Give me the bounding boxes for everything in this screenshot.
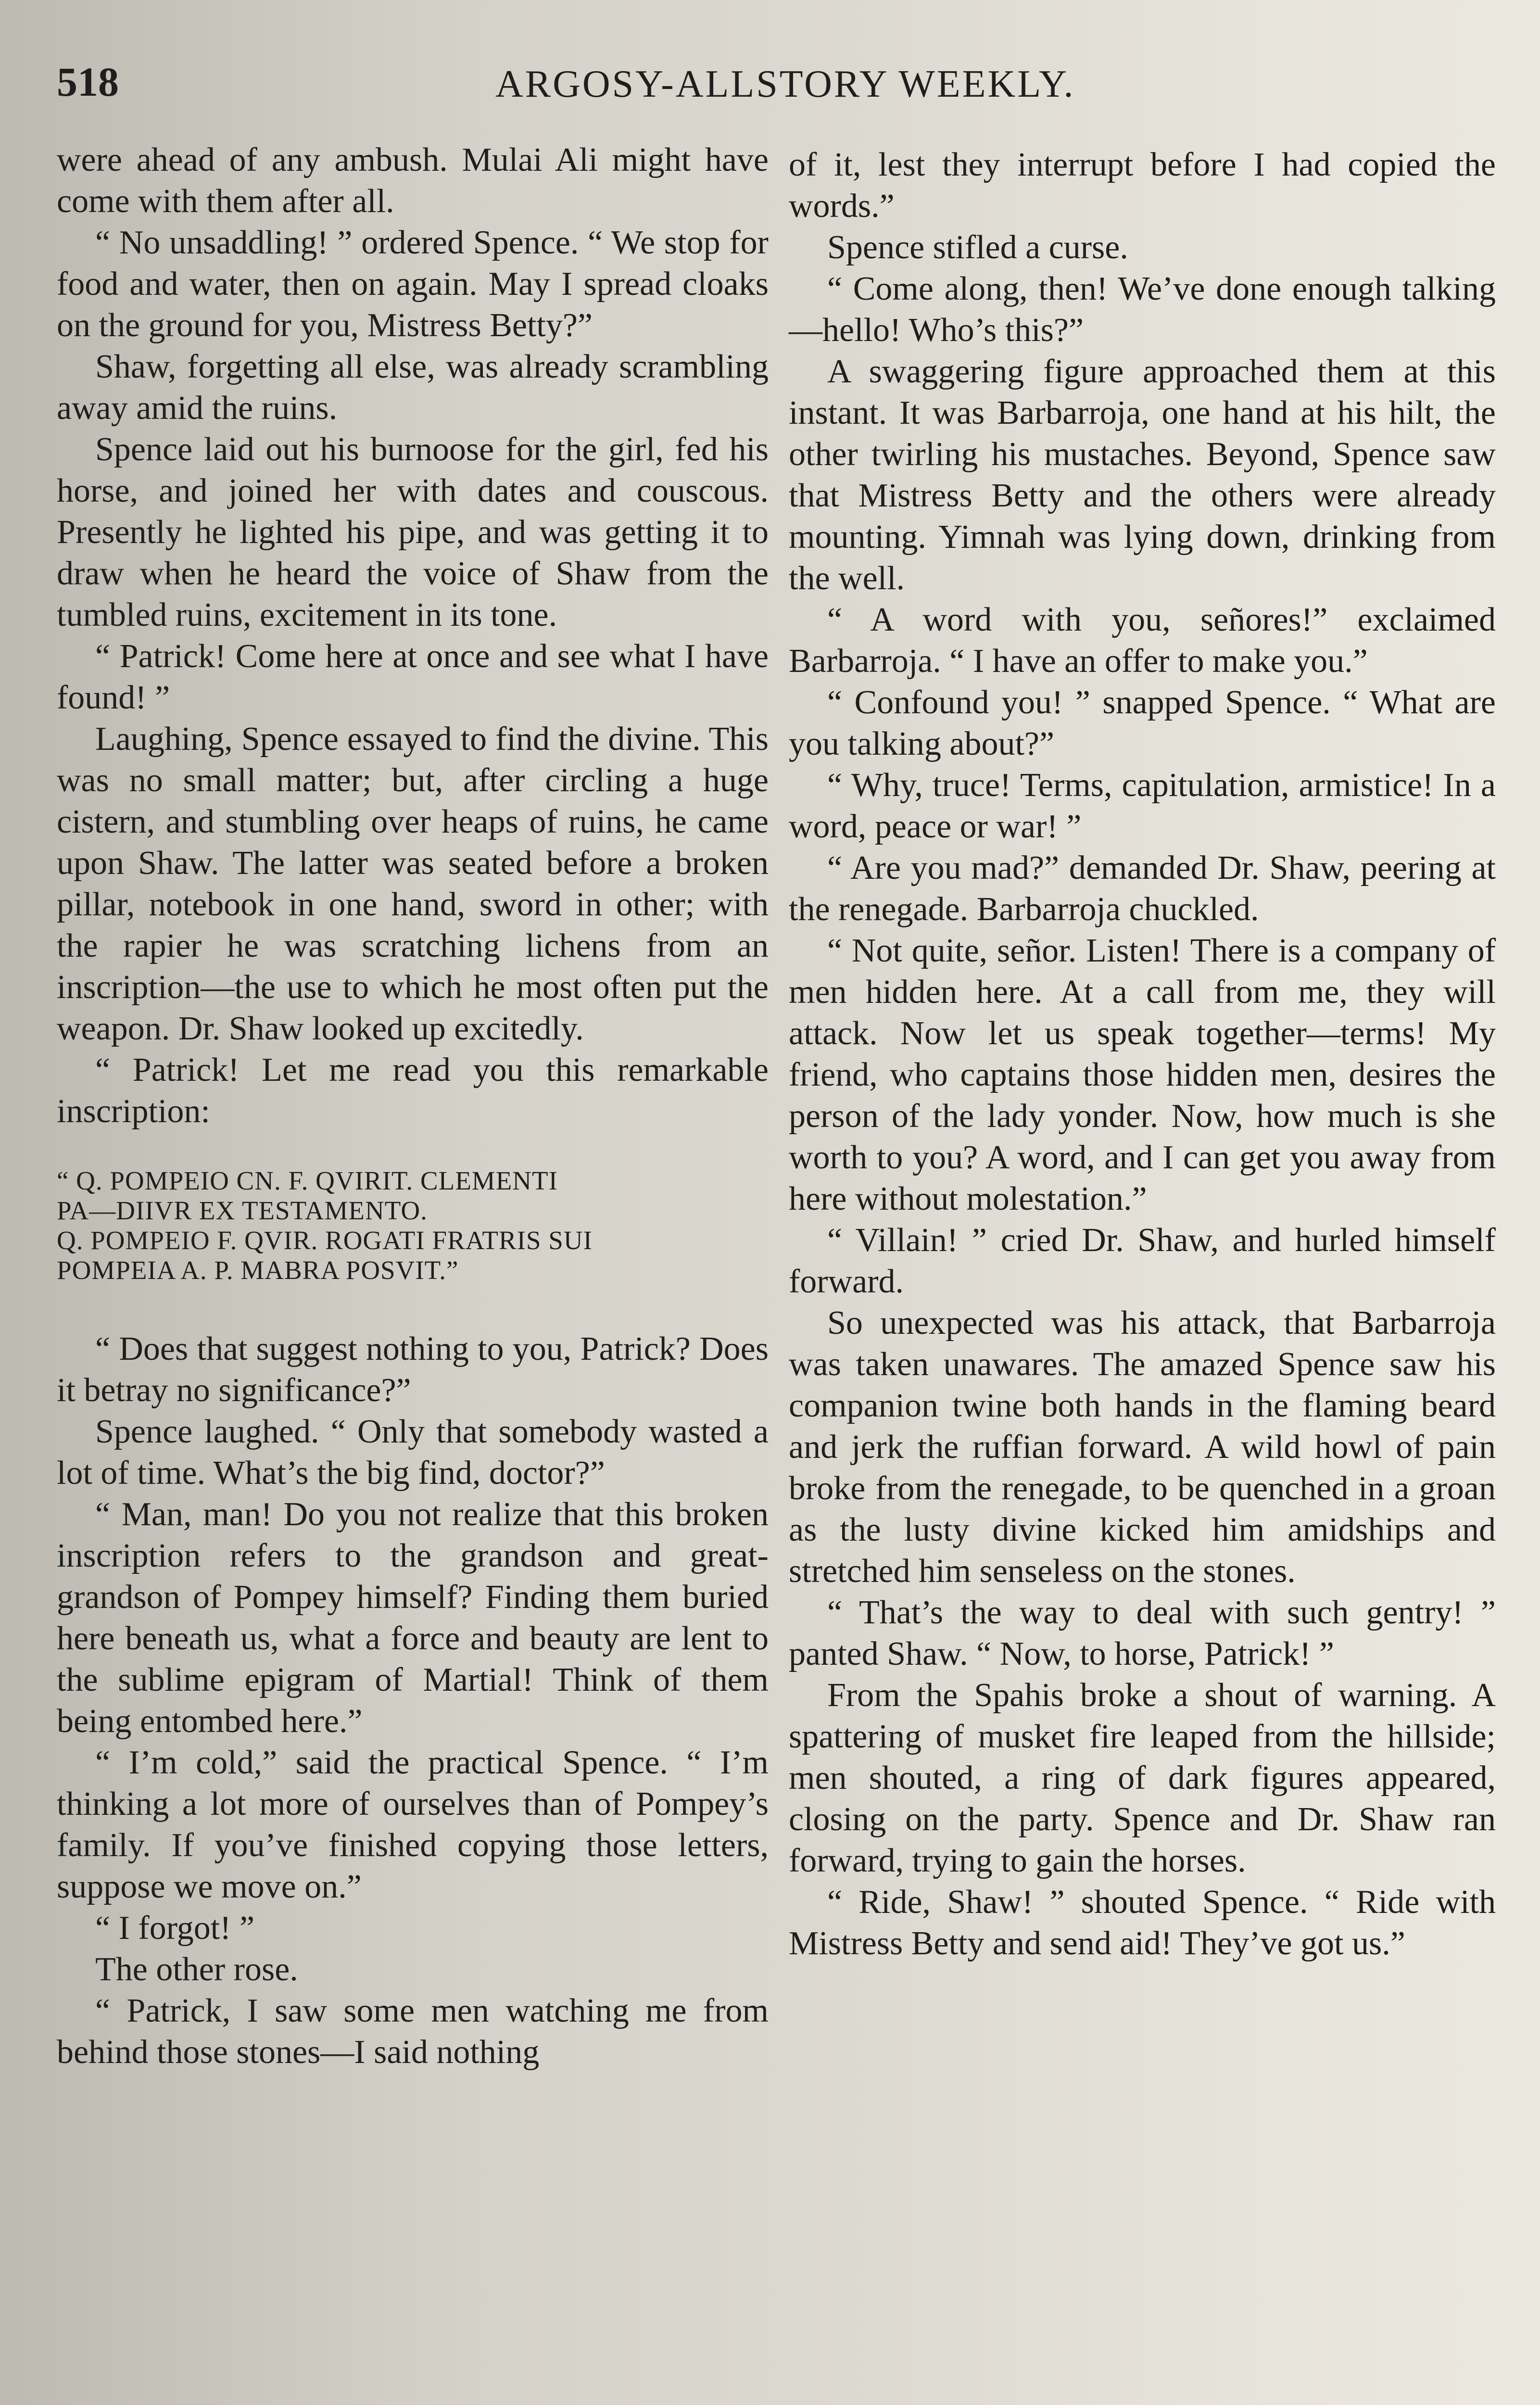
right-column	[789, 144, 1496, 1964]
paragraph: Shaw, forgetting all else, was already scrambling away amid the ruins.	[57, 348, 769, 427]
paragraph: The other rose.	[95, 1951, 298, 1988]
right-paragraphs	[789, 144, 1496, 1964]
paragraph: “ Man, man! Do you not realize that this broken inscription refers to the grandson and great-grandson of Pompey himself? Finding them buried here beneath us, what a force and beauty are lent to the sublime epigram of Martial! Think of them being entombed here.”	[57, 1496, 769, 1740]
paragraph: were ahead of any ambush. Mulai Ali might have come with them after all.	[57, 141, 769, 220]
paragraph: of it, lest they interrupt before I had copied the words.”	[789, 146, 1496, 225]
paragraph: “ That’s the way to deal with such gentry! ” panted Shaw. “ Now, to horse, Patrick! ”	[789, 1594, 1496, 1672]
running-head: ARGOSY-ALLSTORY WEEKLY.	[495, 63, 1075, 105]
page-header	[0, 58, 1540, 125]
page-number: 518	[57, 59, 119, 105]
paragraph: “ Patrick, I saw some men watching me from behind those stones—I said nothing	[57, 1992, 769, 2071]
paragraph: A swaggering figure approached them at this instant. It was Barbarroja, one hand at his hilt, the other twirling his mustaches. Beyond, Spence saw that Mistress Betty and the others were already mounting. Yimnah was lying down, drinking from the well.	[789, 353, 1496, 597]
paragraph: “ Patrick! Let me read you this remarkable inscription:	[57, 1051, 769, 1130]
left-paragraphs-after	[57, 1329, 769, 2073]
paragraph: Spence laid out his burnoose for the girl, fed his horse, and joined her with dates and couscous. Presently he lighted his pipe, and was getting it to draw when he heard the voice of Shaw from the tumbled ruins, excitement in its tone.	[57, 431, 769, 633]
paragraph: “ Confound you! ” snapped Spence. “ What are you talking about?”	[789, 684, 1496, 762]
paragraph: “ Ride, Shaw! ” shouted Spence. “ Ride with Mistress Betty and send aid! They’ve got us.”	[789, 1884, 1496, 1962]
paragraph: “ Does that suggest nothing to you, Patrick? Does it betray no significance?”	[57, 1330, 769, 1409]
paragraph: “ Why, truce! Terms, capitulation, armistice! In a word, peace or war! ”	[789, 767, 1496, 845]
paragraph: Spence stifled a curse.	[827, 229, 1128, 266]
paragraph: “ A word with you, señores!” exclaimed Barbarroja. “ I have an offer to make you.”	[789, 601, 1496, 680]
inscription-line: PA—DIIVR EX TESTAMENTO.	[57, 1196, 428, 1225]
paragraph: From the Spahis broke a shout of warning. A spattering of musket fire leaped from the hillside; men shouted, a ring of dark figures appeared, closing on the party. Spence and Dr. Shaw ran forward, trying to gain the horses.	[789, 1677, 1496, 1879]
paragraph: So unexpected was his attack, that Barbarroja was taken unawares. The amazed Spence saw his companion twine both hands in the flaming beard and jerk the ruffian forward. A wild howl of pain broke from the renegade, to be quenched in a groan as the lusty divine kicked him amidships and stretched him senseless on the stones.	[789, 1304, 1496, 1590]
inscription-line: “ Q. POMPEIO CN. F. QVIRIT. CLEMENTI	[57, 1166, 558, 1195]
inscription-line: POMPEIA A. P. MABRA POSVIT.”	[57, 1255, 459, 1285]
inscription-block	[57, 1166, 769, 1285]
paragraph: Spence laughed. “ Only that somebody wasted a lot of time. What’s the big find, doctor?”	[57, 1413, 769, 1492]
left-column	[57, 139, 769, 2073]
paragraph: “ I forgot! ”	[95, 1910, 255, 1947]
paragraph: “ Patrick! Come here at once and see what I have found! ”	[57, 638, 769, 716]
inscription-line: Q. POMPEIO F. QVIR. ROGATI FRATRIS SUI	[57, 1226, 593, 1255]
paragraph: “ Not quite, señor. Listen! There is a company of men hidden here. At a call from me, they will attack. Now let us speak together—terms! My friend, who captains those hidden men, desires the person of the lady yonder. Now, how much is she worth to you? A word, and I can get you away from here without molestation.”	[789, 932, 1496, 1217]
paragraph: “ Are you mad?” demanded Dr. Shaw, peering at the renegade. Barbarroja chuckled.	[789, 849, 1496, 928]
paragraph: “ Villain! ” cried Dr. Shaw, and hurled himself forward.	[789, 1222, 1496, 1300]
paragraph: “ No unsaddling! ” ordered Spence. “ We stop for food and water, then on again. May I spread cloaks on the ground for you, Mistress Betty?”	[57, 224, 769, 344]
paragraph: “ Come along, then! We’ve done enough talking—hello! Who’s this?”	[789, 270, 1496, 349]
paragraph: “ I’m cold,” said the practical Spence. “ I’m thinking a lot more of ourselves than of Pompey’s family. If you’ve finished copying those letters, suppose we move on.”	[57, 1744, 769, 1905]
left-paragraphs	[57, 139, 769, 1132]
paragraph: Laughing, Spence essayed to find the divine. This was no small matter; but, after circling a huge cistern, and stumbling over heaps of ruins, he came upon Shaw. The latter was seated before a broken pillar, notebook in one hand, sword in other; with the rapier he was scratching lichens from an inscription—the use to which he most often put the weapon. Dr. Shaw looked up excitedly.	[57, 721, 769, 1047]
